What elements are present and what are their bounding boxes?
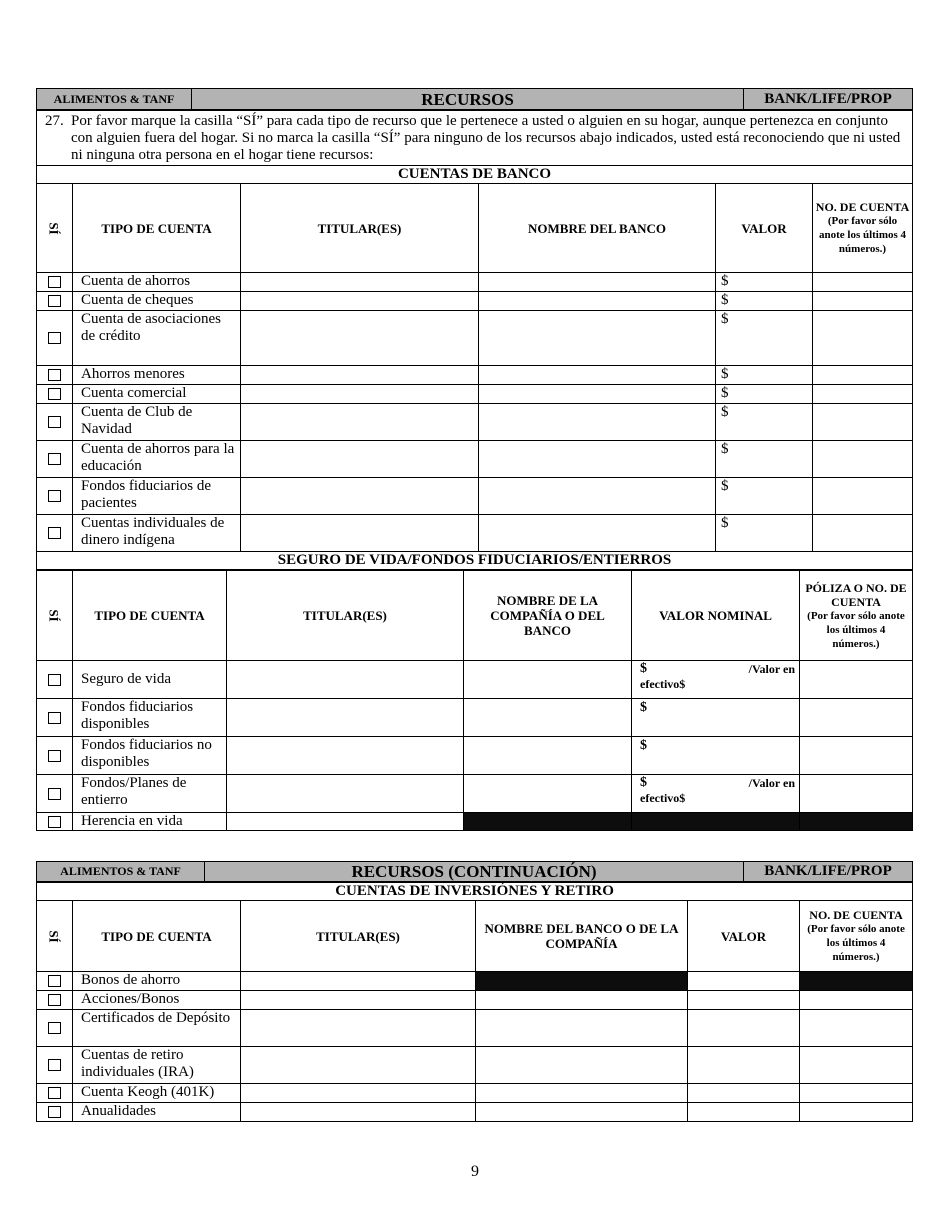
bank-name-cell[interactable] (479, 273, 716, 292)
yes-checkbox[interactable] (48, 750, 61, 762)
yes-checkbox[interactable] (48, 712, 61, 724)
header-bar-1 (36, 88, 913, 110)
account-number-cell[interactable] (813, 311, 913, 366)
company-name-cell[interactable] (464, 699, 632, 737)
tipo-header: TIPO DE CUENTA (73, 184, 241, 273)
holder-cell[interactable] (241, 1047, 476, 1084)
bank-name-cell[interactable] (479, 515, 716, 552)
nominal-value-cell[interactable]: $ /Valor en efectivo$ (632, 661, 800, 699)
table-row (37, 311, 913, 366)
yes-checkbox[interactable] (48, 388, 61, 400)
yes-checkbox[interactable] (48, 369, 61, 381)
account-number-header: NO. DE CUENTA (Por favor sólo anote los últimos 4 números.) (800, 901, 913, 972)
bank-name-cell[interactable] (479, 366, 716, 385)
bank-section-title: CUENTAS DE BANCO (37, 166, 913, 184)
account-type: Cuenta de asociaciones de crédito (73, 311, 241, 366)
investment-accounts-table (36, 882, 913, 1122)
table-row (37, 1047, 913, 1084)
bank-name-cell[interactable] (479, 404, 716, 441)
yes-checkbox[interactable] (48, 416, 61, 428)
value-header: VALOR (688, 901, 800, 972)
value-cell[interactable]: $ (716, 478, 813, 515)
table-row (37, 515, 913, 552)
yes-checkbox[interactable] (48, 1022, 61, 1034)
holder-cell[interactable] (241, 515, 479, 552)
table-row (37, 699, 913, 737)
holder-cell[interactable] (241, 991, 476, 1010)
yes-checkbox[interactable] (48, 1106, 61, 1118)
investment-section-title: CUENTAS DE INVERSIÓNES Y RETIRO (37, 883, 913, 901)
account-number-cell[interactable] (813, 385, 913, 404)
question-number: 27. (45, 113, 64, 129)
value-cell[interactable] (688, 991, 800, 1010)
yes-checkbox[interactable] (48, 332, 61, 344)
table-row (37, 972, 913, 991)
section-header (36, 67, 912, 88)
yes-checkbox[interactable] (48, 994, 61, 1006)
holder-cell[interactable] (241, 1103, 476, 1122)
table-row (37, 366, 913, 385)
yes-checkbox[interactable] (48, 527, 61, 539)
instructions (37, 111, 913, 166)
holder-cell[interactable] (241, 1010, 476, 1047)
bank-company-cell[interactable] (476, 1047, 688, 1084)
account-number-cell[interactable] (800, 1084, 913, 1103)
company-name-cell[interactable] (464, 661, 632, 699)
holder-cell[interactable] (227, 699, 464, 737)
value-header: VALOR (716, 184, 813, 273)
account-number-cell[interactable] (813, 404, 913, 441)
holder-cell[interactable] (241, 972, 476, 991)
holder-cell[interactable] (241, 273, 479, 292)
blocked-cell (464, 813, 632, 831)
account-type: Cuenta de ahorros para la educación (73, 441, 241, 478)
table-row (37, 737, 913, 775)
nominal-value-header: VALOR NOMINAL (632, 571, 800, 661)
yes-checkbox[interactable] (48, 1059, 61, 1071)
account-type: Cuentas de retiro individuales (IRA) (73, 1047, 241, 1084)
holder-cell[interactable] (241, 311, 479, 366)
account-type: Fondos fiduciarios no disponibles (73, 737, 227, 775)
policy-number-header: PÓLIZA O NO. DE CUENTA (Por favor sólo anote los últimos 4 números.) (800, 571, 913, 661)
si-header: SÍ (37, 901, 73, 972)
tipo-header: TIPO DE CUENTA (73, 571, 227, 661)
bank-company-cell[interactable] (476, 1084, 688, 1103)
table-row (37, 991, 913, 1010)
section-title: RECURSOS (CONTINUACIÓN) (205, 862, 744, 882)
holder-cell[interactable] (227, 775, 464, 813)
policy-number-cell[interactable] (800, 737, 913, 775)
blocked-cell (800, 813, 913, 831)
account-type: Cuenta de ahorros (73, 273, 241, 292)
account-number-cell[interactable] (813, 273, 913, 292)
titular-header: TITULAR(ES) (241, 184, 479, 273)
yes-checkbox[interactable] (48, 295, 61, 307)
table-row (37, 1010, 913, 1047)
account-type: Cuenta de Club de Navidad (73, 404, 241, 441)
value-cell[interactable]: $ (716, 273, 813, 292)
table-row (37, 273, 913, 292)
table-row (37, 1084, 913, 1103)
account-number-cell[interactable] (813, 515, 913, 552)
account-type: Cuenta Keogh (401K) (73, 1084, 241, 1103)
value-cell[interactable] (688, 1084, 800, 1103)
holder-cell[interactable] (241, 292, 479, 311)
account-type: Seguro de vida (73, 661, 227, 699)
value-cell[interactable]: $ (716, 441, 813, 478)
account-type: Herencia en vida (73, 813, 227, 831)
account-number-cell[interactable] (813, 478, 913, 515)
account-type: Anualidades (73, 1103, 241, 1122)
form-code: BANK/LIFE/PROP (744, 89, 913, 110)
table-row (37, 478, 913, 515)
account-type: Bonos de ahorro (73, 972, 241, 991)
holder-cell[interactable] (241, 366, 479, 385)
instructions-text: Por favor marque la casilla “SÍ” para cada tipo de recurso que le pertenece a usted o alguien en su hogar, aunque pertenezca en conjunto con alguien fuera del hogar. Si no marca la casilla “SÍ” para ninguno de los recursos abajo indicados, usted está reconociendo que ni usted ni ninguna otra persona en el hogar tiene recursos: (71, 113, 901, 163)
form-code: BANK/LIFE/PROP (744, 862, 913, 882)
holder-cell[interactable] (241, 478, 479, 515)
account-type: Certificados de Depósito (73, 1010, 241, 1047)
bank-company-cell[interactable] (476, 1010, 688, 1047)
policy-number-cell[interactable] (800, 661, 913, 699)
table-row (37, 661, 913, 699)
company-name-cell[interactable] (464, 737, 632, 775)
holder-cell[interactable] (241, 385, 479, 404)
value-cell[interactable]: $ (716, 366, 813, 385)
bank-name-cell[interactable] (479, 292, 716, 311)
program-label: ALIMENTOS & TANF (37, 89, 192, 110)
titular-header: TITULAR(ES) (227, 571, 464, 661)
company-name-header: NOMBRE DE LA COMPAÑÍA O DEL BANCO (464, 571, 632, 661)
bank-accounts-table (36, 110, 913, 570)
value-cell[interactable] (688, 972, 800, 991)
table-row (37, 404, 913, 441)
holder-cell[interactable] (227, 813, 464, 831)
yes-checkbox[interactable] (48, 490, 61, 502)
yes-checkbox[interactable] (48, 453, 61, 465)
table-row (37, 775, 913, 813)
bank-name-cell[interactable] (479, 311, 716, 366)
page-number: 9 (471, 1163, 479, 1180)
value-cell[interactable]: $ (716, 385, 813, 404)
tipo-header: TIPO DE CUENTA (73, 901, 241, 972)
yes-checkbox[interactable] (48, 975, 61, 987)
yes-checkbox[interactable] (48, 788, 61, 800)
account-type: Fondos/Planes de entierro (73, 775, 227, 813)
account-number-cell[interactable] (813, 366, 913, 385)
bank-company-cell[interactable] (476, 991, 688, 1010)
blocked-cell (632, 813, 800, 831)
bank-name-cell[interactable] (479, 441, 716, 478)
bank-company-cell[interactable] (476, 1103, 688, 1122)
account-number-cell[interactable] (800, 991, 913, 1010)
value-cell[interactable] (688, 1010, 800, 1047)
yes-checkbox[interactable] (48, 674, 61, 686)
nominal-value-cell[interactable]: $ (632, 737, 800, 775)
account-number-cell[interactable] (800, 1103, 913, 1122)
titular-header: TITULAR(ES) (241, 901, 476, 972)
account-number-cell[interactable] (800, 1047, 913, 1084)
resources-table (36, 67, 912, 88)
table-row (37, 385, 913, 404)
table-row (37, 1103, 913, 1122)
value-cell[interactable] (688, 1047, 800, 1084)
table-row (37, 441, 913, 478)
value-cell[interactable]: $ (716, 292, 813, 311)
company-name-cell[interactable] (464, 775, 632, 813)
value-cell[interactable]: $ (716, 404, 813, 441)
bank-company-header: NOMBRE DEL BANCO O DE LA COMPAÑÍA (476, 901, 688, 972)
account-type: Ahorros menores (73, 366, 241, 385)
account-number-header: NO. DE CUENTA (Por favor sólo anote los últimos 4 números.) (813, 184, 913, 273)
bank-name-cell[interactable] (479, 478, 716, 515)
life-section-title: SEGURO DE VIDA/FONDOS FIDUCIARIOS/ENTIERROS (37, 552, 913, 570)
bank-name-cell[interactable] (479, 385, 716, 404)
policy-number-cell[interactable] (800, 775, 913, 813)
holder-cell[interactable] (241, 1084, 476, 1103)
nominal-value-cell[interactable]: $ /Valor en efectivo$ (632, 775, 800, 813)
holder-cell[interactable] (227, 737, 464, 775)
account-number-cell[interactable] (800, 1010, 913, 1047)
value-cell[interactable] (688, 1103, 800, 1122)
account-type: Cuenta de cheques (73, 292, 241, 311)
bank-name-header: NOMBRE DEL BANCO (479, 184, 716, 273)
yes-checkbox[interactable] (48, 276, 61, 288)
blocked-cell (476, 972, 688, 991)
yes-checkbox[interactable] (48, 816, 61, 828)
header-bar-2 (36, 861, 913, 882)
program-label: ALIMENTOS & TANF (37, 862, 205, 882)
account-number-cell[interactable] (813, 292, 913, 311)
holder-cell[interactable] (241, 441, 479, 478)
si-header: SÍ (37, 184, 73, 273)
yes-checkbox[interactable] (48, 1087, 61, 1099)
blocked-cell (800, 972, 913, 991)
value-cell[interactable]: $ (716, 311, 813, 366)
account-type: Fondos fiduciarios disponibles (73, 699, 227, 737)
holder-cell[interactable] (241, 404, 479, 441)
table-row (37, 292, 913, 311)
si-header: SÍ (37, 571, 73, 661)
life-insurance-table (36, 570, 913, 831)
account-number-cell[interactable] (813, 441, 913, 478)
nominal-value-cell[interactable]: $ (632, 699, 800, 737)
account-type: Fondos fiduciarios de pacientes (73, 478, 241, 515)
form-page (36, 67, 912, 1122)
value-cell[interactable]: $ (716, 515, 813, 552)
account-type: Acciones/Bonos (73, 991, 241, 1010)
table-row (37, 813, 913, 831)
holder-cell[interactable] (227, 661, 464, 699)
section-title: RECURSOS (192, 89, 744, 110)
account-type: Cuentas individuales de dinero indígena (73, 515, 241, 552)
policy-number-cell[interactable] (800, 699, 913, 737)
account-type: Cuenta comercial (73, 385, 241, 404)
